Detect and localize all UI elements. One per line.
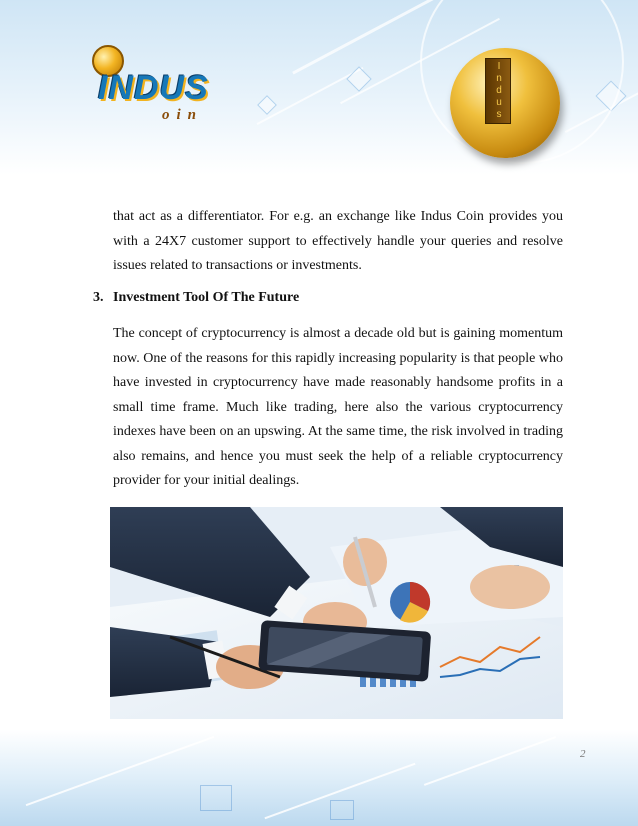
decor-streak xyxy=(257,67,364,125)
gold-coin-image xyxy=(450,48,560,158)
footer-background xyxy=(0,730,638,826)
decor-box xyxy=(330,800,354,820)
indus-coin-logo xyxy=(82,45,222,125)
paragraph-section-3: The concept of cryptocurrency is almost a decade old but is gaining momentum now. One of the reasons for this rapidly increasing popularity is that people who have invested in cryptocurrency have made reasonably handsome profits in a small time frame. Much like trading, here also the various cryptocurrency indexes have been on an upswing. At the same time, the risk involved in trading also remains, and hence you must seek the help of a reliable cryptocurrency provider for your initial dealings. xyxy=(113,326,563,488)
business-meeting-photo xyxy=(110,507,563,719)
paragraph-continuation: that act as a differentiator. For e.g. an exchange like Indus Coin provides you with a 24X7 customer support to effectively handle your queries and resolve issues related to transactions or investments. xyxy=(113,209,563,273)
decor-streak xyxy=(26,736,215,806)
section-title: Investment Tool Of The Future xyxy=(113,290,300,305)
section-number: 3. xyxy=(93,290,104,305)
coin-letter: s xyxy=(496,109,502,120)
page-number: 2 xyxy=(580,748,586,760)
coin-letter: n xyxy=(496,73,502,84)
logo-wordmark: INDUS xyxy=(98,69,209,107)
coin-letter: u xyxy=(496,97,502,108)
coin-letter: I xyxy=(497,61,501,72)
decor-box xyxy=(200,785,232,811)
photo-illustration xyxy=(110,507,563,719)
decor-diamond xyxy=(257,95,277,115)
coin-letter: d xyxy=(496,85,502,96)
logo-subtext: oin xyxy=(162,107,204,123)
decor-streak xyxy=(424,736,556,786)
section-heading xyxy=(93,290,299,306)
